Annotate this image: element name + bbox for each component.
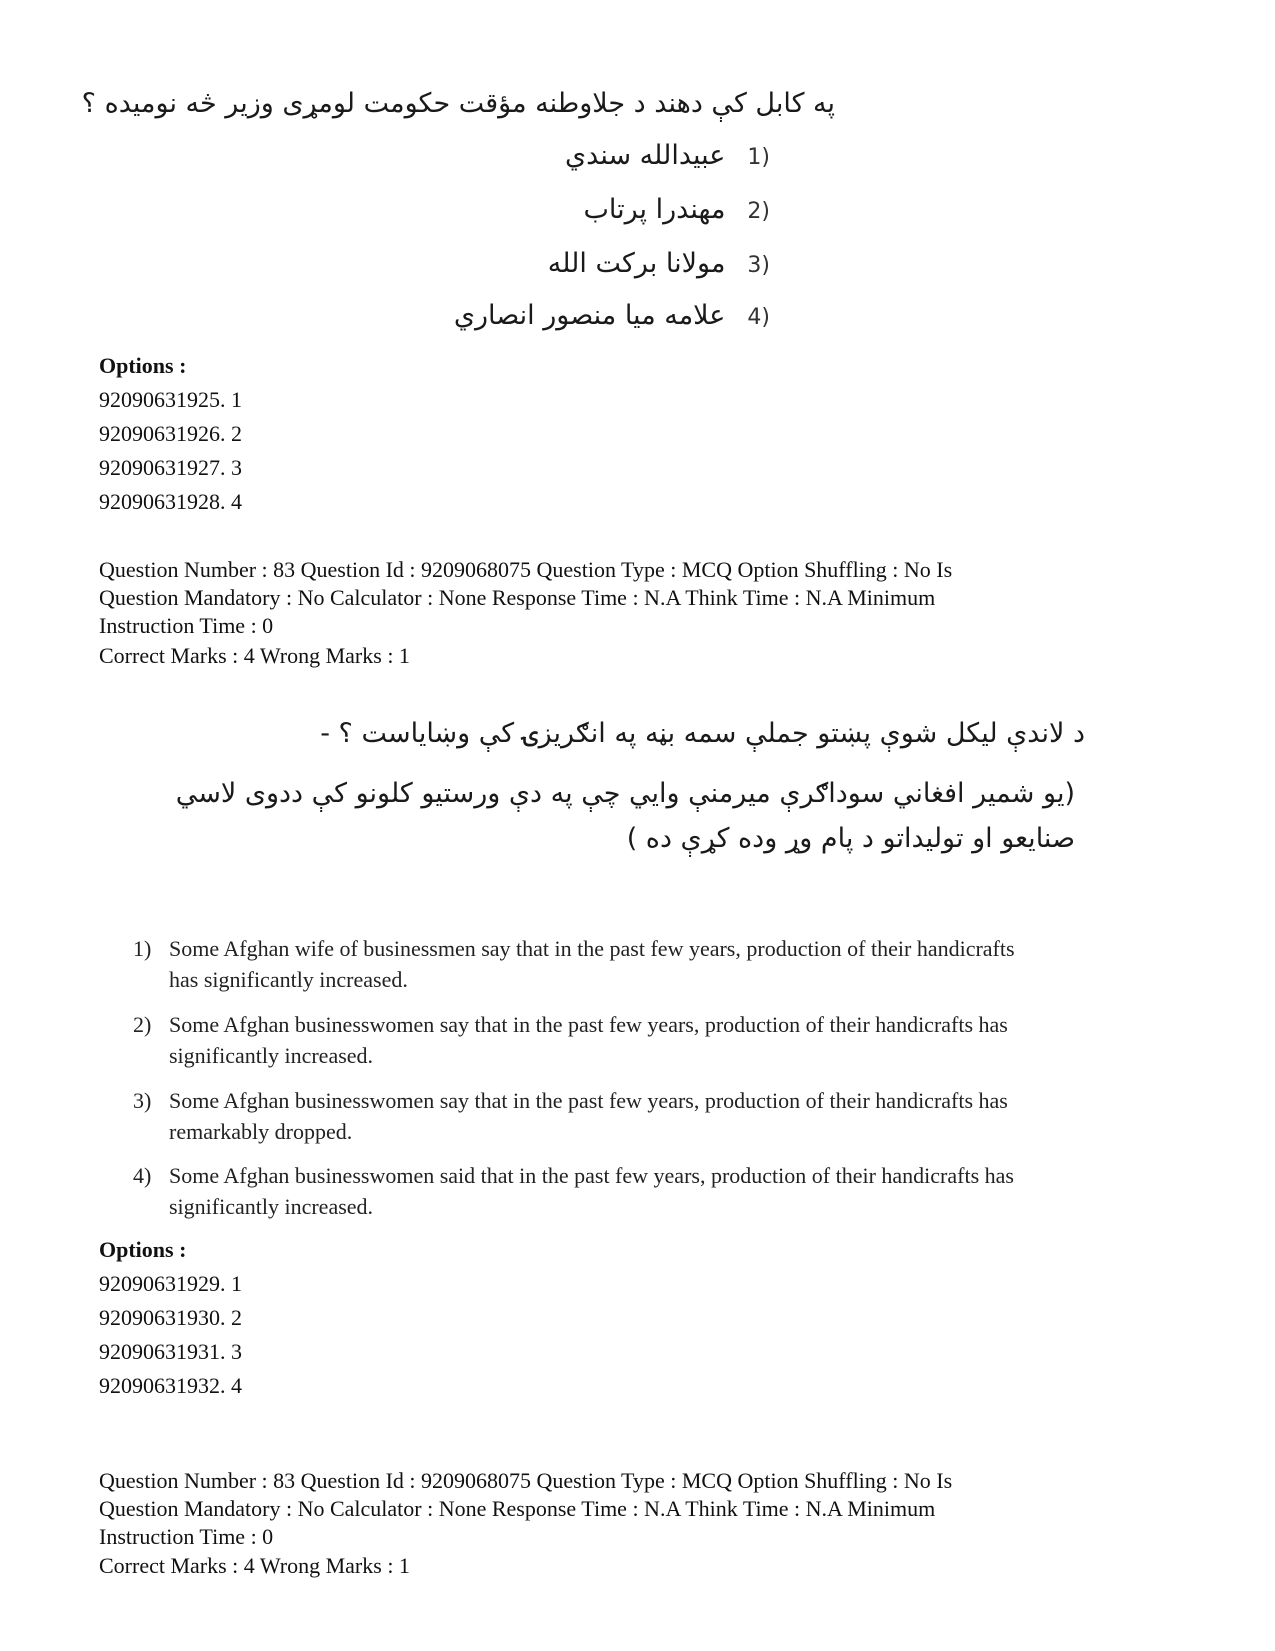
option-number: (3 bbox=[747, 253, 770, 278]
question-option bbox=[133, 1085, 1033, 1147]
question-header-line: Question Mandatory : No Calculator : None Response Time : N.A Think Time : N.A Minimum bbox=[99, 585, 936, 610]
option-number: 3) bbox=[133, 1088, 152, 1113]
question-option bbox=[133, 933, 1033, 995]
question-image-prev bbox=[81, 78, 835, 348]
option-id: 92090631929. 1 bbox=[99, 1271, 242, 1296]
question-marks: Correct Marks : 4 Wrong Marks : 1 bbox=[99, 643, 410, 668]
question-header bbox=[99, 1467, 1199, 1551]
option-id: 92090631926. 2 bbox=[99, 421, 242, 446]
option-number: (4 bbox=[747, 305, 770, 330]
options-list bbox=[99, 1233, 242, 1403]
question-header-line: Instruction Time : 0 bbox=[99, 613, 274, 638]
question-header bbox=[99, 556, 1199, 640]
question-option bbox=[133, 1009, 1033, 1071]
question-option bbox=[548, 248, 770, 279]
option-number: 4) bbox=[133, 1163, 152, 1188]
option-text: مهندرا پرتاب bbox=[583, 194, 726, 225]
option-text: علامه میا منصور انصاري bbox=[453, 300, 726, 331]
option-id: 92090631931. 3 bbox=[99, 1339, 242, 1364]
question-header-line: Question Number : 83 Question Id : 9209068075 Question Type : MCQ Option Shuffling : No Is bbox=[99, 1468, 953, 1493]
option-id: 92090631927. 3 bbox=[99, 455, 242, 480]
option-text: Some Afghan businesswomen say that in the past few years, production of their handicrafts has significantly increased. bbox=[169, 1012, 1008, 1068]
option-text: عبیدالله سندي bbox=[565, 140, 726, 171]
options-list bbox=[99, 349, 242, 519]
option-text: Some Afghan businesswomen say that in the past few years, production of their handicrafts has remarkably dropped. bbox=[169, 1088, 1008, 1144]
options-heading: Options : bbox=[99, 353, 187, 378]
question-option bbox=[133, 1160, 1033, 1222]
options-heading: Options : bbox=[99, 1237, 187, 1262]
option-number: (2 bbox=[747, 199, 770, 224]
question-header-line: Instruction Time : 0 bbox=[99, 1524, 274, 1549]
option-number: 1) bbox=[133, 936, 152, 961]
option-number: (1 bbox=[747, 145, 770, 170]
question-prompt: په کابل کې دهند د جلاوطنه مؤقت حکومت لومړی وزیر څه نومیده ؟ bbox=[81, 88, 835, 119]
question-prompt-sentence: صنایعو او تولیداتو د پام وړ وده کړې ده ) bbox=[626, 823, 1075, 854]
question-option bbox=[454, 300, 770, 331]
option-id: 92090631925. 1 bbox=[99, 387, 242, 412]
question-option bbox=[583, 194, 770, 225]
question-image bbox=[95, 718, 1095, 1223]
question-option bbox=[565, 140, 770, 171]
option-text: مولانا برکت الله bbox=[547, 248, 726, 279]
option-id: 92090631932. 4 bbox=[99, 1373, 242, 1398]
question-header-line: Question Mandatory : No Calculator : None Response Time : N.A Think Time : N.A Minimum bbox=[99, 1496, 936, 1521]
option-number: 2) bbox=[133, 1012, 152, 1037]
option-text: Some Afghan businesswomen said that in the past few years, production of their handicrafts has significantly increased. bbox=[169, 1163, 1014, 1219]
option-text: Some Afghan wife of businessmen say that in the past few years, production of their handicrafts has significantly increased. bbox=[169, 936, 1015, 992]
question-marks: Correct Marks : 4 Wrong Marks : 1 bbox=[99, 1553, 410, 1578]
question-prompt: د لاندې لیکل شوې پښتو جملې سمه بڼه په انګریزۍ کې وښایاست ؟ - bbox=[320, 718, 1085, 749]
option-id: 92090631928. 4 bbox=[99, 489, 242, 514]
option-id: 92090631930. 2 bbox=[99, 1305, 242, 1330]
question-prompt-sentence: (یو شمیر افغاني سوداګرې میرمنې وایي چې په دې ورستیو کلونو کې ددوی لاسي bbox=[175, 778, 1075, 809]
question-header-line: Question Number : 83 Question Id : 9209068075 Question Type : MCQ Option Shuffling : No Is bbox=[99, 557, 953, 582]
